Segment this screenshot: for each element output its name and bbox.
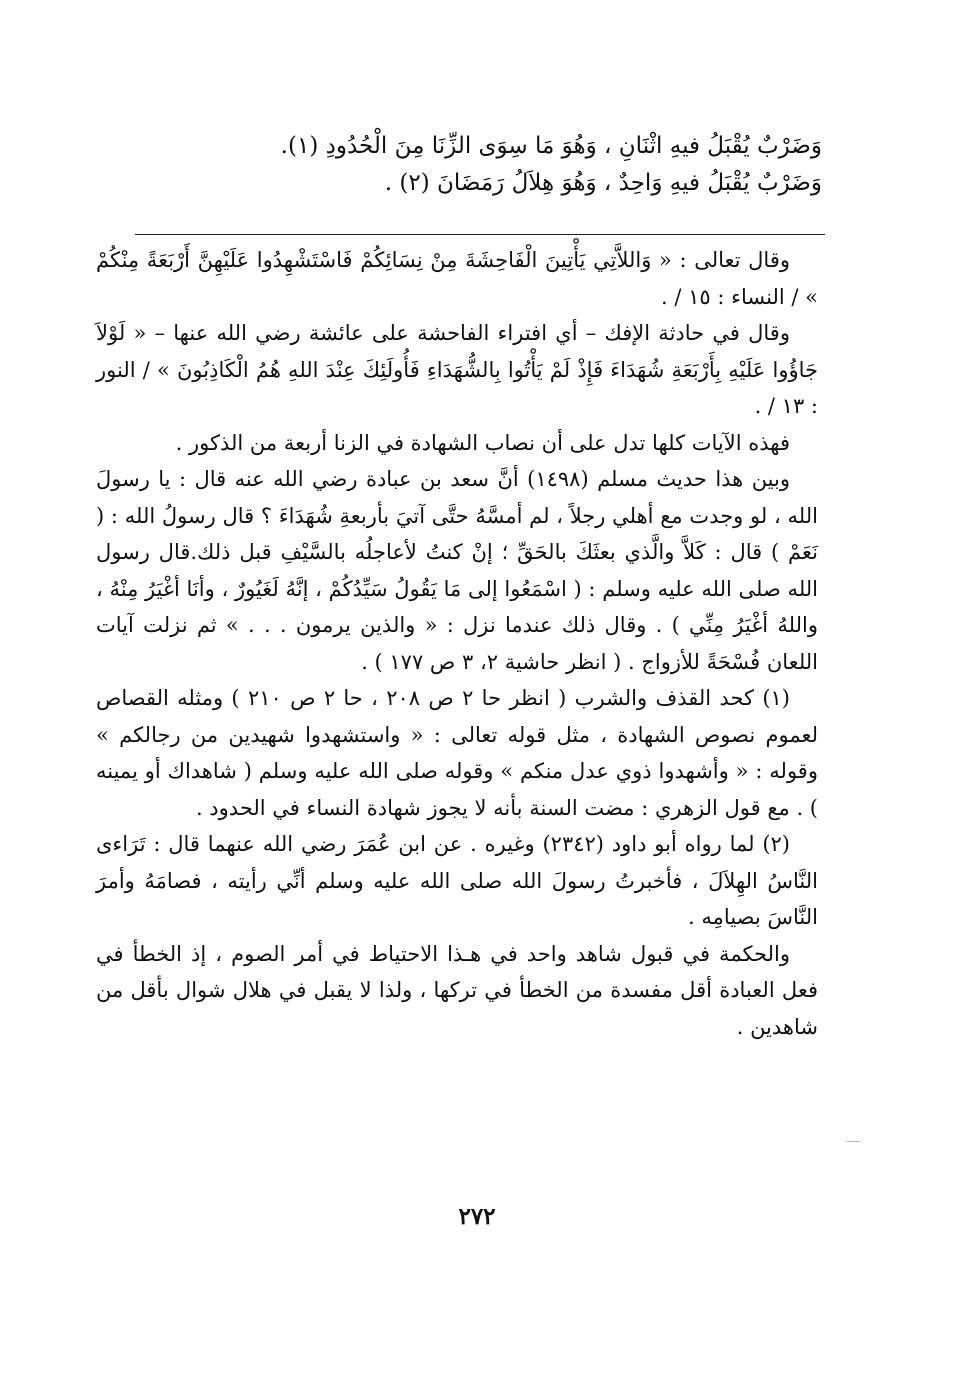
note-paragraph-verses-summary: فهذه الآيات كلها تدل على أن نصاب الشهادة في الزنا أربعة من الذكور . <box>175 430 790 455</box>
footnote-separator <box>135 234 825 235</box>
main-text <box>100 128 822 202</box>
note-paragraph-ifk-verse: وقال في حادثة الإفك – أي افتراء الفاحشة على عائشة رضي الله عنها – « لَوْلاَ جَاؤُوا عَلَيْهِ بِأَرْبَعَةِ شُهَدَاءَ فَإِذْ لَمْ يَأْتُوا بِالشُّهَدَاءِ فَأُولَئِكَ عِنْدَ اللهِ هُمُ الْكَاذِبُونَ » / النور : ١٣ / . <box>96 321 818 418</box>
main-line-2: وَضَرْبٌ يُقْبَلُ فيهِ وَاحِدٌ ، وَهُوَ هِلاَلُ رَمَضَانَ (٢) . <box>384 170 822 196</box>
margin-mark <box>846 1141 860 1142</box>
note-paragraph-muslim-hadith: وبين هذا حديث مسلم (١٤٩٨) أنَّ سعد بن عبادة رضي الله عنه قال : يا رسولَ الله ، لو وجدت مع أهلي رجلاً ، لم أمسَّهُ حتَّى آتيَ بأربعةِ شُهَدَاءَ ؟ قال رسولُ الله : ( نَعَمْ ) قال : كَلاَّ والَّذي بعثَكَ بالحَقِّ ؛ إنْ كنتُ لأعاجلُه بالسَّيْفِ قبل ذلك.قال رسول الله صلى الله عليه وسلم : ( اسْمَعُوا إلى مَا يَقُولُ سَيِّدُكُمْ ، إنَّهُ لَغَيُورٌ ، وأنَا أغْيَرُ مِنْهُ ، واللهُ أغْيَرُ مِنِّي ) . وقال ذلك عندما نزل : « والذين يرمون . . . » ثم نزلت آيات اللعان فُسْحَةً للأزواج . ( انظر حاشية ٢، ٣ ص ١٧٧ ) . <box>96 467 819 674</box>
footnote-2: (٢) لما رواه أبو داود (٢٣٤٢) وغيره . عن ابن عُمَرَ رضي الله عنهما قال : تَرَاءى النَّاسُ الهِلاَلَ ، فأخبرتُ رسولَ الله صلى الله عليه وسلم أنِّي رأيته ، فصامَهُ وأمرَ النَّاسَ بصيامِه . <box>96 832 818 929</box>
note-paragraph-nisa-verse: وقال تعالى : « وَاللاَّتِي يَأْتِينَ الْفَاحِشَةَ مِنْ نِسَائِكُمْ فَاسْتَشْهِدُوا عَلَيْهِنَّ أَرْبَعَةً مِنْكُمْ » / النساء : ١٥ / . <box>96 248 818 309</box>
page-number: ٢٧٢ <box>458 1203 496 1230</box>
note-paragraph-wisdom: والحكمة في قبول شاهد واحد في هـذا الاحتياط في أمر الصوم ، إذ الخطأ في فعل العبادة أقل مفسدة من الخطأ في تركها ، ولذا لا يقبل في هلال شوال بأقل من شاهدين . <box>96 941 818 1039</box>
footnotes <box>96 242 818 1045</box>
main-line-1: وَضَرْبٌ يُقْبَلُ فيهِ اثْنَانِ ، وَهُوَ مَا سِوَى الزِّنَا مِنَ الْحُدُودِ (١). <box>280 133 822 159</box>
footnote-1: (١) كحد القذف والشرب ( انظر حا ٢ ص ٢٠٨ ، حا ٢ ص ٢١٠ ) ومثله القصاص لعموم نصوص الشهادة ، مثل قوله تعالى : « واستشهدوا شهيدين من رجالكم » وقوله : « وأشهدوا ذوي عدل منكم » وقوله صلى الله عليه وسلم ( شاهداك أو يمينه ) . مع قول الزهري : مضت السنة بأنه لا يجوز شهادة النساء في الحدود . <box>96 686 818 820</box>
